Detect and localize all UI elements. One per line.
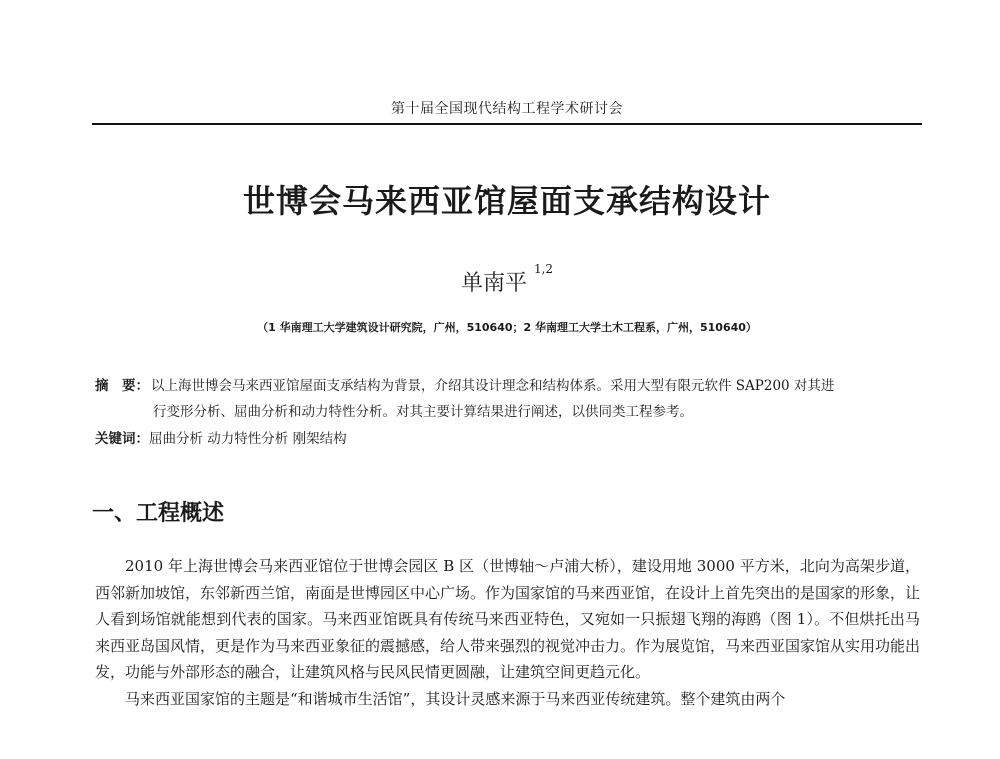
abstract-text-2: 行变形分析、屈曲分析和动力特性分析。对其主要计算结果进行阐述，以供同类工程参考。 <box>153 404 693 420</box>
body-paragraph-1: 2010 年上海世博会马来西亚馆位于世博会园区 B 区（世博轴～卢浦大桥），建设用地 3000 平方米，北向为高架步道，西邻新加坡馆，东邻新西兰馆，南面是世博园区中心广场。作为国家馆的马来西亚馆，在设计上首先突出的是国家的形象，让人看到场馆就能想到代表的国家。马来西亚馆既具有传统马来西亚特色，又宛如一只振翅飞翔的海鸥（图 1）。不但烘托出马来西亚岛国风情，更是作为马来西亚象征的震撼感，给人带来强烈的视觉冲击力。作为展览馆，马来西亚国家馆从实用功能出发，功能与外部形态的融合，让建筑风格与民风民情更圆融，让建筑空间更趋元化。 <box>95 557 921 681</box>
abstract-label: 摘 要： <box>95 378 149 394</box>
abstract-line-1 <box>95 373 920 399</box>
author-line <box>92 262 922 297</box>
author-name: 单南平 <box>460 271 527 296</box>
body-text <box>95 553 920 712</box>
author-affiliation-marker: 1,2 <box>533 262 554 276</box>
keywords <box>95 426 920 452</box>
affiliation: （1 华南理工大学建筑设计研究院，广州，510640；2 华南理工大学土木工程系，广州，510640） <box>257 321 757 334</box>
abstract-text-1: 以上海世博会马来西亚馆屋面支承结构为背景，介绍其设计理念和结构体系。采用大型有限元软件 SAP200 对其进 <box>151 378 835 394</box>
running-header: 第十届全国现代结构工程学术研讨会 <box>391 101 623 117</box>
keywords-label: 关键词： <box>95 431 149 447</box>
paper-title: 世博会马来西亚馆屋面支承结构设计 <box>242 182 771 220</box>
body-paragraph-2: 马来西亚国家馆的主题是“和谐城市生活馆”，其设计灵感来源于马来西亚传统建筑。整个建筑由两个 <box>125 689 786 708</box>
abstract <box>95 373 920 425</box>
section-heading: 一、工程概述 <box>92 501 225 526</box>
keywords-value: 屈曲分析 动力特性分析 刚架结构 <box>149 431 347 447</box>
header-rule <box>92 123 922 125</box>
